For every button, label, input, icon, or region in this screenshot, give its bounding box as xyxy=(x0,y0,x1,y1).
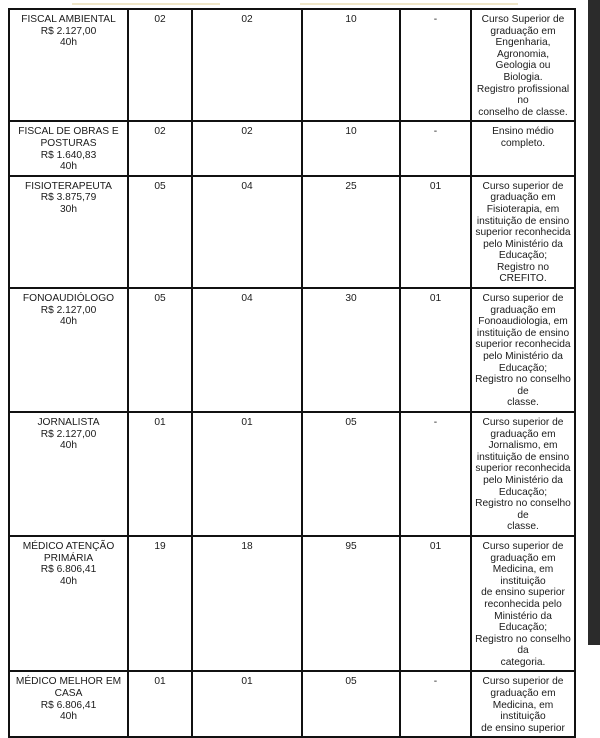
count-cell: 01 xyxy=(192,671,302,737)
count-cell: 02 xyxy=(192,9,302,121)
count-cell: 02 xyxy=(128,121,192,175)
requirement-line: Registro no conselho de xyxy=(475,498,571,521)
requirement-line: pelo Ministério da xyxy=(483,238,563,250)
requirement-line: pelo Ministério da xyxy=(483,351,563,363)
requirement-line: conselho de classe. xyxy=(478,106,568,118)
salary: R$ 6.806,41 xyxy=(40,564,97,576)
cargo-cell xyxy=(9,536,128,672)
requirement-line: Registro no conselho da xyxy=(475,633,571,657)
requirement-line: Geologia ou Biologia. xyxy=(495,60,551,83)
requirements-cell xyxy=(471,9,575,121)
requirements-cell xyxy=(471,671,575,737)
requirement-line: Medicina, em instituição xyxy=(492,564,554,587)
requirement-line: superior reconhecida xyxy=(475,463,571,475)
table-row xyxy=(9,9,575,121)
count-cell: 18 xyxy=(192,536,302,672)
requirement-line: graduação em xyxy=(490,192,556,204)
requirement-line: Registro no conselho de xyxy=(475,374,571,397)
count-cell: - xyxy=(400,121,471,175)
viewer-scrollbar[interactable] xyxy=(588,0,600,645)
cargo-cell xyxy=(9,288,128,412)
requirements-cell xyxy=(471,536,575,672)
workload: 40h xyxy=(60,161,77,173)
requirement-line: Fonoaudiologia, em xyxy=(478,316,568,328)
cargo-name: MÉDICO ATENÇÃO PRIMÁRIA xyxy=(22,540,115,564)
requirement-line: Curso superior de xyxy=(482,540,564,552)
count-cell: 05 xyxy=(302,412,400,536)
cargo-cell xyxy=(9,176,128,288)
requirement-line: Educação; xyxy=(498,362,548,374)
requirements-cell xyxy=(471,176,575,288)
cargo-cell xyxy=(9,9,128,121)
count-cell: 95 xyxy=(302,536,400,672)
cargo-name: FISCAL DE OBRAS E POSTURAS xyxy=(18,126,119,149)
cargo-cell xyxy=(9,121,128,175)
requirements-cell xyxy=(471,288,575,412)
requirement-line: classe. xyxy=(507,521,539,533)
requirement-line: Engenharia, Agronomia, xyxy=(495,37,551,60)
count-cell: 19 xyxy=(128,536,192,672)
requirement-line: Ministério da Educação; xyxy=(494,610,552,634)
count-cell: 05 xyxy=(128,176,192,288)
count-cell: 04 xyxy=(192,176,302,288)
requirement-line: categoria. xyxy=(500,656,546,668)
requirement-line: Fisioterapia, em xyxy=(486,203,560,215)
requirement-line: graduação em xyxy=(490,304,556,316)
cargo-name: FONOAUDIÓLOGO xyxy=(22,293,115,305)
count-cell: 01 xyxy=(400,536,471,672)
requirement-line: Curso superior de xyxy=(482,417,564,428)
requirement-line: instituição de ensino xyxy=(476,451,570,463)
requirement-line: classe. xyxy=(507,397,539,409)
vacancies-table xyxy=(8,8,576,738)
cargo-name: JORNALISTA xyxy=(37,417,100,428)
requirement-line: Jornalismo, em xyxy=(488,440,558,452)
requirement-line: Curso superior de xyxy=(482,180,564,192)
count-cell: 25 xyxy=(302,176,400,288)
requirement-line: instituição de ensino xyxy=(476,327,570,339)
requirement-line: Registro profissional no xyxy=(476,83,570,107)
cargo-cell xyxy=(9,671,128,737)
cargo-name: FISIOTERAPEUTA xyxy=(25,180,112,192)
page-edge-highlight xyxy=(72,3,220,5)
salary: R$ 2.127,00 xyxy=(40,428,97,440)
table-row xyxy=(9,288,575,412)
requirement-line: de ensino superior xyxy=(481,722,565,734)
salary: R$ 1.640,83 xyxy=(40,149,97,161)
salary: R$ 2.127,00 xyxy=(40,25,97,37)
workload: 40h xyxy=(60,440,77,452)
requirement-line: graduação em xyxy=(490,25,556,37)
count-cell: 01 xyxy=(192,412,302,536)
salary: R$ 6.806,41 xyxy=(40,699,97,711)
requirement-line: graduação em xyxy=(490,552,556,564)
requirement-line: graduação em xyxy=(490,428,556,440)
count-cell: 05 xyxy=(128,288,192,412)
cargo-cell xyxy=(9,412,128,536)
requirement-line: Ensino médio completo. xyxy=(492,126,554,149)
count-cell: - xyxy=(400,9,471,121)
count-cell: - xyxy=(400,671,471,737)
count-cell: 01 xyxy=(400,176,471,288)
requirement-line: Curso superior de xyxy=(482,676,564,688)
requirement-line: superior reconhecida xyxy=(475,339,571,351)
cargo-name: MÉDICO MELHOR EM CASA xyxy=(15,676,122,700)
count-cell: 01 xyxy=(128,671,192,737)
requirement-line: instituição de ensino xyxy=(476,215,570,227)
count-cell: 10 xyxy=(302,121,400,175)
count-cell: - xyxy=(400,412,471,536)
requirement-line: de ensino superior xyxy=(481,587,565,599)
table-row xyxy=(9,176,575,288)
requirement-line: Educação; xyxy=(498,486,548,498)
requirement-line: Curso Superior de xyxy=(481,14,565,25)
requirement-line: Medicina, em instituição xyxy=(492,699,554,723)
count-cell: 01 xyxy=(128,412,192,536)
requirement-line: reconhecida pelo xyxy=(484,598,562,610)
count-cell: 01 xyxy=(400,288,471,412)
requirement-line: graduação em xyxy=(490,688,556,700)
requirements-cell xyxy=(471,121,575,175)
requirement-line: Registro no CREFITO. xyxy=(496,261,550,285)
count-cell: 04 xyxy=(192,288,302,412)
table-row xyxy=(9,121,575,175)
salary: R$ 3.875,79 xyxy=(40,192,97,204)
count-cell: 02 xyxy=(192,121,302,175)
workload: 40h xyxy=(60,711,77,723)
table-row xyxy=(9,536,575,672)
count-cell: 10 xyxy=(302,9,400,121)
requirement-line: Educação; xyxy=(498,250,548,262)
table-row xyxy=(9,412,575,536)
cargo-name: FISCAL AMBIENTAL xyxy=(21,14,116,25)
workload: 40h xyxy=(60,575,77,587)
workload: 40h xyxy=(60,316,77,328)
count-cell: 02 xyxy=(128,9,192,121)
count-cell: 05 xyxy=(302,671,400,737)
requirements-cell xyxy=(471,412,575,536)
count-cell: 30 xyxy=(302,288,400,412)
workload: 30h xyxy=(60,203,77,215)
salary: R$ 2.127,00 xyxy=(40,304,97,316)
requirement-line: superior reconhecida xyxy=(475,227,571,239)
table-row xyxy=(9,671,575,737)
page-edge-highlight xyxy=(300,3,518,5)
requirement-line: Curso superior de xyxy=(482,293,564,305)
requirement-line: pelo Ministério da xyxy=(483,474,563,486)
workload: 40h xyxy=(60,37,77,49)
